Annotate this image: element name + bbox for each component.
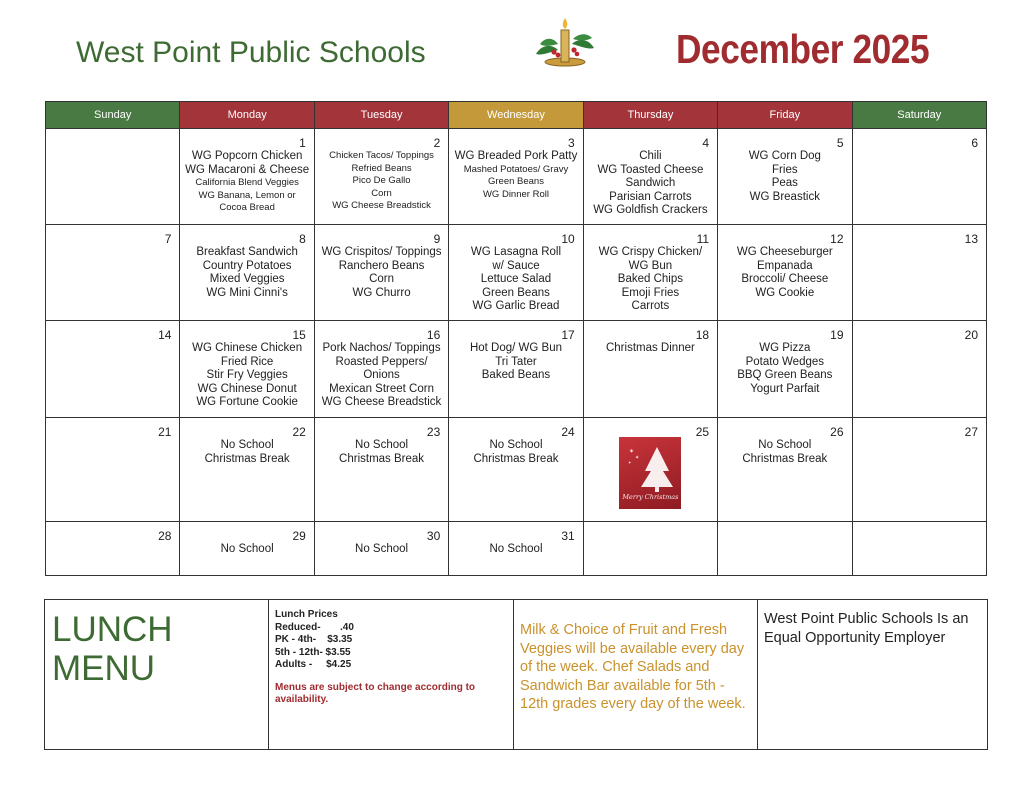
- day-number: 26: [830, 425, 844, 439]
- day-number: 24: [561, 425, 575, 439]
- christmas-candle-icon: [530, 14, 600, 70]
- calendar-day-cell: [449, 321, 583, 418]
- price-5th-12th: 5th - 12th- $3.55: [275, 646, 351, 658]
- menu-item: Refried Beans: [351, 162, 412, 174]
- day-number: [853, 522, 986, 543]
- menu-item: Roasted Peppers/: [335, 355, 428, 368]
- menu-item: Carrots: [631, 300, 670, 312]
- menu-items: [180, 543, 313, 557]
- menu-item: Baked Beans: [481, 369, 551, 381]
- menu-item: Mashed Potatoes/ Gravy: [463, 163, 569, 175]
- weekday-wednesday: Wednesday: [449, 102, 583, 129]
- menu-item: Christmas Break: [204, 452, 290, 465]
- calendar-day-cell: [314, 522, 448, 576]
- calendar-day-cell: [718, 418, 852, 522]
- calendar-grid: [45, 101, 987, 576]
- day-number: [584, 522, 717, 543]
- menu-item: No School: [220, 543, 274, 555]
- calendar-day-cell: [583, 418, 717, 522]
- menu-item: Fried Rice: [220, 355, 274, 368]
- day-number: 15: [292, 328, 306, 342]
- calendar-day-cell: [449, 418, 583, 522]
- day-number: 20: [964, 328, 978, 342]
- menu-item: Christmas Break: [742, 452, 828, 465]
- school-name: West Point Public Schools: [76, 36, 426, 69]
- menu-item: California Blend Veggies: [195, 177, 299, 188]
- day-number: 18: [695, 328, 710, 342]
- equal-opportunity-note: West Point Public Schools Is an Equal Opportunity Employer: [764, 611, 969, 646]
- menu-items: [180, 246, 313, 300]
- menu-item: No School: [355, 543, 409, 555]
- day-number: 2: [433, 136, 441, 150]
- calendar-week-row: [46, 321, 987, 418]
- menu-items: [180, 150, 313, 215]
- calendar-day-cell: [718, 522, 852, 576]
- menu-item: WG Cheese Breadstick: [332, 200, 431, 211]
- menu-item: Broccoli/ Cheese: [741, 273, 829, 285]
- menu-item: Onions: [363, 369, 400, 381]
- menu-item: Peas: [771, 177, 798, 189]
- calendar-day-cell: [852, 225, 986, 321]
- menu-item: Mexican Street Corn: [329, 382, 434, 395]
- menu-item: WG Cookie: [755, 286, 815, 299]
- menu-item: Parisian Carrots: [609, 190, 692, 203]
- menu-item: WG Lasagna Roll: [470, 246, 562, 258]
- calendar-day-cell: [718, 225, 852, 321]
- menu-item: WG Crispy Chicken/: [598, 246, 703, 258]
- day-number: 27: [964, 425, 978, 439]
- calendar-week-row: [46, 225, 987, 321]
- menu-item: Christmas Break: [339, 452, 425, 465]
- menu-item: Fries: [772, 163, 798, 176]
- menu-item: Tri Tater: [495, 355, 537, 368]
- day-number: 19: [830, 328, 844, 342]
- calendar-day-cell: [46, 522, 180, 576]
- day-number: [718, 522, 851, 543]
- menu-item: Yogurt Parfait: [750, 382, 820, 395]
- menu-item: Stir Fry Veggies: [206, 369, 288, 381]
- menu-item: WG Chinese Chicken: [192, 342, 303, 354]
- menu-items: [584, 150, 717, 218]
- menu-item: WG Cheese Breadstick: [321, 396, 442, 408]
- calendar-day-cell: [852, 129, 986, 225]
- menu-item: Baked Chips: [617, 273, 683, 285]
- menu-item: Green Beans: [487, 176, 544, 187]
- calendar-day-cell: [583, 225, 717, 321]
- menu-item: WG Bun: [628, 259, 673, 272]
- calendar-day-cell: [583, 321, 717, 418]
- calendar-day-cell: [314, 225, 448, 321]
- merry-christmas-card: [619, 437, 681, 509]
- weekday-friday: Friday: [718, 102, 852, 129]
- menu-item: WG Dinner Roll: [482, 188, 549, 200]
- calendar-day-cell: [46, 418, 180, 522]
- menu-item: No School: [355, 439, 409, 451]
- menu-item: WG Popcorn Chicken: [191, 150, 303, 162]
- calendar-week-row: [46, 522, 987, 576]
- lunch-prices: [269, 600, 514, 749]
- day-number: 21: [158, 425, 172, 439]
- calendar-day-cell: [46, 225, 180, 321]
- menu-item: Breakfast Sandwich: [196, 246, 298, 258]
- svg-text:✶: ✶: [629, 449, 635, 455]
- day-number: 3: [568, 136, 575, 150]
- menu-item: Chicken Tacos/ Toppings: [329, 150, 434, 161]
- calendar-day-cell: [314, 321, 448, 418]
- menu-item: Chili: [639, 150, 662, 162]
- menu-item: w/ Sauce: [492, 259, 540, 272]
- calendar-day-cell: [583, 522, 717, 576]
- menu-items: [315, 150, 448, 213]
- calendar-day-cell: [180, 418, 314, 522]
- menu-item: Pork Nachos/ Toppings: [322, 342, 441, 354]
- menu-change-note: Menus are subject to change according to availability.: [275, 681, 476, 705]
- menu-item: WG Crispitos/ Toppings: [321, 246, 442, 258]
- menu-items: [584, 342, 717, 356]
- weekday-saturday: Saturday: [852, 102, 986, 129]
- menu-item: WG Macaroni & Cheese: [185, 163, 310, 176]
- menu-item: WG Toasted Cheese: [597, 163, 704, 176]
- calendar-day-cell: [314, 418, 448, 522]
- day-number: 9: [433, 232, 441, 246]
- menu-items: [180, 342, 313, 410]
- menu-item: Christmas Break: [473, 452, 559, 465]
- calendar-day-cell: [718, 321, 852, 418]
- menu-item: WG Banana, Lemon or: [198, 189, 296, 201]
- prices-heading: Lunch Prices: [275, 609, 338, 620]
- menu-items: [315, 246, 448, 300]
- day-number: 8: [299, 232, 306, 246]
- menu-item: Green Beans: [482, 286, 550, 299]
- price-reduced: Reduced- .40: [275, 621, 354, 633]
- calendar-week-row: [46, 418, 987, 522]
- calendar-day-cell: [583, 129, 717, 225]
- menu-item: WG Breastick: [749, 190, 820, 203]
- weekday-sunday: Sunday: [46, 102, 180, 129]
- menu-item: WG Chinese Donut: [197, 382, 297, 395]
- menu-item: No School: [758, 439, 812, 451]
- day-number: 25: [695, 425, 710, 439]
- menu-item: No School: [220, 439, 274, 451]
- menu-items: [718, 439, 851, 466]
- weekday-thursday: Thursday: [583, 102, 717, 129]
- day-number: 10: [561, 232, 575, 246]
- menu-item: WG Churro: [352, 286, 411, 299]
- day-number: 17: [561, 328, 575, 342]
- menu-items: [449, 246, 582, 314]
- card-caption: Merry Christmas: [622, 493, 679, 501]
- menu-items: [449, 543, 582, 557]
- menu-items: [315, 543, 448, 557]
- menu-item: No School: [489, 543, 543, 555]
- menu-item: Potato Wedges: [745, 355, 825, 368]
- lunch-menu-title: [45, 600, 269, 749]
- day-number: 1: [299, 136, 306, 150]
- month-title: December 2025: [676, 26, 930, 72]
- calendar-day-cell: [314, 129, 448, 225]
- menu-items: [718, 150, 851, 204]
- menu-item: No School: [489, 439, 543, 451]
- menu-item: Lettuce Salad: [480, 273, 552, 285]
- calendar-day-cell: [46, 321, 180, 418]
- menu-item: Cocoa Bread: [219, 202, 275, 213]
- day-number: 11: [696, 232, 710, 246]
- footer-panel: [44, 599, 988, 750]
- day-number: 23: [426, 425, 441, 439]
- calendar-day-cell: [718, 129, 852, 225]
- calendar-day-cell: [449, 522, 583, 576]
- menu-item: WG Cheeseburger: [736, 246, 833, 258]
- menu-items: [584, 246, 717, 314]
- menu-items: [449, 150, 582, 201]
- day-number: 13: [964, 232, 978, 246]
- menu-item: WG Garlic Bread: [472, 300, 560, 312]
- menu-items: [180, 439, 313, 466]
- price-adults: Adults - $4.25: [275, 659, 352, 670]
- weekday-tuesday: Tuesday: [314, 102, 448, 129]
- weekday-header-row: [46, 102, 987, 129]
- menu-item: BBQ Green Beans: [737, 369, 833, 381]
- price-pk-4th: PK - 4th- $3.35: [275, 634, 353, 645]
- milk-fruit-note: Milk & Choice of Fruit and Fresh Veggies will be available every day of the week. Chef Salads and Sandwich Bar available for 5th - 12th grades every day of the week.: [514, 600, 758, 749]
- day-number: 28: [158, 529, 172, 543]
- day-number: [46, 129, 179, 150]
- day-number: 4: [702, 136, 710, 150]
- calendar-day-cell: [449, 129, 583, 225]
- menu-item: WG Fortune Cookie: [196, 396, 298, 408]
- calendar-day-cell: [449, 225, 583, 321]
- calendar-day-cell: [180, 225, 314, 321]
- menu-item: WG Corn Dog: [748, 150, 821, 162]
- day-number: 6: [971, 136, 978, 150]
- menu-items: [449, 439, 582, 466]
- menu-item: WG Pizza: [759, 342, 811, 354]
- calendar-day-cell: [180, 129, 314, 225]
- menu-items: [718, 342, 851, 396]
- day-number: 5: [836, 136, 844, 150]
- calendar-day-cell: [46, 129, 180, 225]
- svg-text:✶: ✶: [628, 460, 632, 465]
- menu-item: Empanada: [757, 259, 813, 272]
- menu-item: Corn: [369, 273, 395, 285]
- menu-item: Pico De Gallo: [352, 175, 411, 186]
- calendar-day-cell: [180, 522, 314, 576]
- menu-items: [315, 439, 448, 466]
- menu-item: Mixed Veggies: [209, 273, 285, 285]
- calendar-day-cell: [180, 321, 314, 418]
- weekday-monday: Monday: [180, 102, 314, 129]
- menu-item: Sandwich: [625, 177, 676, 189]
- day-number: 22: [292, 425, 306, 439]
- menu-item: WG Breaded Pork Patty: [454, 150, 578, 162]
- menu-item: Ranchero Beans: [338, 259, 425, 272]
- menu-item: WG Goldfish Crackers: [593, 204, 708, 216]
- menu-item: Country Potatoes: [202, 259, 292, 272]
- menu-items: [718, 246, 851, 300]
- menu-item: Corn: [371, 187, 392, 199]
- day-number: 12: [830, 232, 844, 246]
- menu-item: Hot Dog/ WG Bun: [469, 342, 562, 354]
- calendar-day-cell: [852, 321, 986, 418]
- calendar-day-cell: [852, 522, 986, 576]
- lunch-title-line-1: LUNCH: [52, 610, 173, 649]
- menu-item: Emoji Fries: [621, 286, 680, 299]
- day-number: 29: [292, 529, 306, 543]
- day-number: 14: [158, 328, 172, 342]
- day-number: 30: [426, 529, 441, 543]
- menu-items: [315, 342, 448, 410]
- day-number: 7: [164, 232, 172, 246]
- menu-item: WG Mini Cinni's: [206, 286, 288, 299]
- day-number: 16: [426, 328, 441, 342]
- svg-text:✶: ✶: [635, 455, 640, 461]
- calendar-week-row: [46, 129, 987, 225]
- menu-item: Christmas Dinner: [605, 342, 695, 354]
- calendar-day-cell: [852, 418, 986, 522]
- day-number: 31: [561, 529, 575, 543]
- lunch-title-line-2: MENU: [52, 649, 156, 688]
- menu-items: [449, 342, 582, 383]
